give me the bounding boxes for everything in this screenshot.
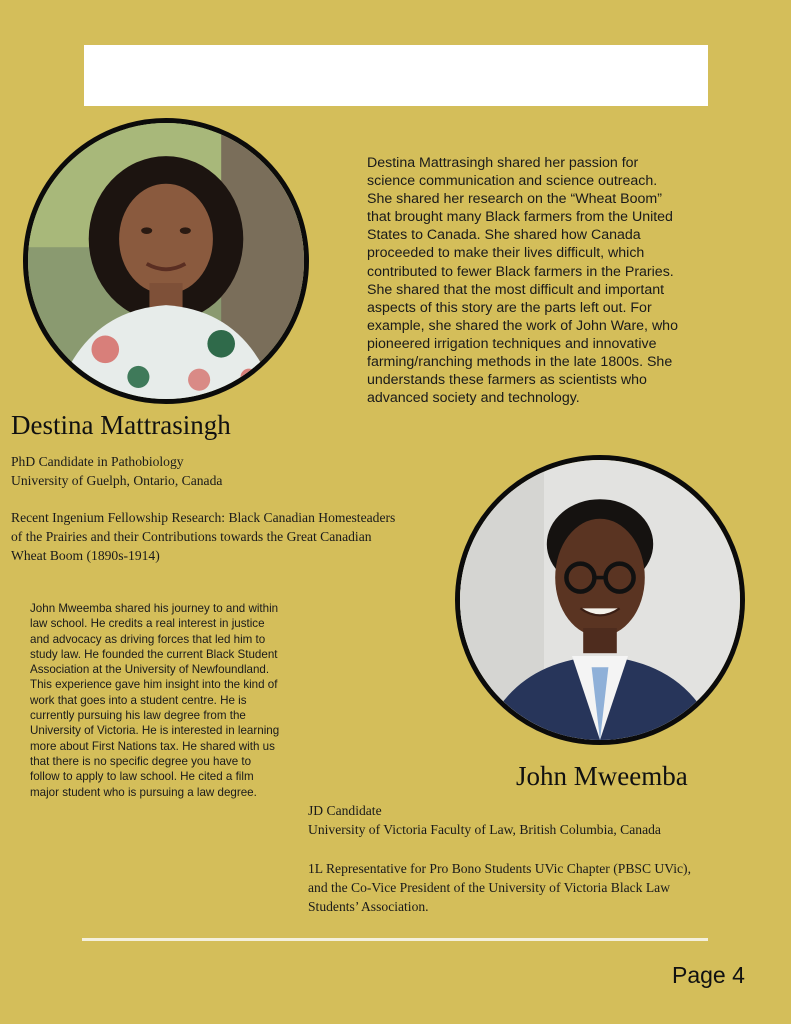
john-credentials bbox=[308, 801, 758, 839]
research-line: Recent Ingenium Fellowship Research: Black Canadian Homesteaders bbox=[11, 510, 396, 525]
bio-line: advanced society and technology. bbox=[367, 390, 580, 407]
bio-line: more about First Nations tax. He shared with us bbox=[30, 739, 275, 753]
bio-line: follow to apply to law school. He cited a film bbox=[30, 770, 254, 784]
bio-line: University of Victoria. He is interested in learning bbox=[30, 724, 280, 738]
bio-line: contributed to fewer Black farmers in the Praries. bbox=[367, 263, 674, 280]
roles-line: Students’ Association. bbox=[308, 899, 429, 914]
research-line: of the Prairies and their Contributions towards the Great Canadian bbox=[11, 529, 372, 544]
destina-portrait-photo bbox=[23, 118, 309, 404]
bio-line: She shared her research on the “Wheat Boom” bbox=[367, 191, 662, 208]
bio-line: aspects of this story are the parts left out. For bbox=[367, 299, 652, 316]
john-role: JD Candidate bbox=[308, 803, 382, 818]
bio-line: major student who is pursuing a law degree. bbox=[30, 785, 257, 799]
bio-line: Association at the University of Newfoundland. bbox=[30, 663, 270, 677]
john-portrait-photo bbox=[455, 455, 745, 745]
john-name-heading: John Mweemba bbox=[516, 761, 688, 791]
page-number: Page 4 bbox=[672, 962, 745, 988]
bio-line: She shared that the most difficult and important bbox=[367, 281, 665, 298]
bio-line: that there is no specific degree you have to bbox=[30, 754, 252, 768]
john-bio-text bbox=[30, 601, 320, 800]
bio-line: study law. He founded the current Black Student bbox=[30, 647, 278, 661]
header-banner bbox=[84, 45, 708, 106]
destina-bio-text bbox=[367, 154, 712, 407]
roles-line: and the Co-Vice President of the University of Victoria Black Law bbox=[308, 880, 671, 895]
destina-credentials bbox=[11, 452, 311, 490]
bio-line: farming/ranching methods in the late 1800s. She bbox=[367, 354, 673, 371]
research-line: Wheat Boom (1890s-1914) bbox=[11, 548, 160, 563]
bio-line: pioneered irrigation techniques and innovative bbox=[367, 335, 657, 352]
bio-line: that brought many Black farmers from the United bbox=[367, 209, 673, 226]
destina-institution: University of Guelph, Ontario, Canada bbox=[11, 473, 223, 488]
destina-research-text bbox=[11, 508, 461, 565]
roles-line: 1L Representative for Pro Bono Students UVic Chapter (PBSC UVic), bbox=[308, 861, 691, 876]
bio-line: law school. He credits a real interest in justice bbox=[30, 617, 265, 631]
bio-line: States to Canada. She shared how Canada bbox=[367, 227, 641, 244]
bio-line: understands these farmers as scientists who bbox=[367, 372, 647, 389]
bio-line: Destina Mattrasingh shared her passion for bbox=[367, 155, 639, 171]
bio-line: science communication and science outreach. bbox=[367, 173, 658, 190]
bio-line: This experience gave him insight into the kind of bbox=[30, 678, 278, 692]
john-institution: University of Victoria Faculty of Law, British Columbia, Canada bbox=[308, 822, 661, 837]
bio-line: work that goes into a student centre. He is bbox=[30, 693, 247, 707]
bio-line: example, she shared the work of John Ware, who bbox=[367, 317, 678, 334]
bio-line: currently pursuing his law degree from the bbox=[30, 709, 246, 723]
bio-line: John Mweemba shared his journey to and within bbox=[30, 602, 279, 615]
bio-line: proceeded to make their lives difficult, which bbox=[367, 245, 645, 262]
destina-role: PhD Candidate in Pathobiology bbox=[11, 454, 184, 469]
footer-divider bbox=[82, 938, 708, 941]
john-roles-text bbox=[308, 859, 758, 916]
destina-name-heading: Destina Mattrasingh bbox=[11, 410, 231, 440]
bio-line: and advocacy as driving forces that led him to bbox=[30, 632, 266, 646]
